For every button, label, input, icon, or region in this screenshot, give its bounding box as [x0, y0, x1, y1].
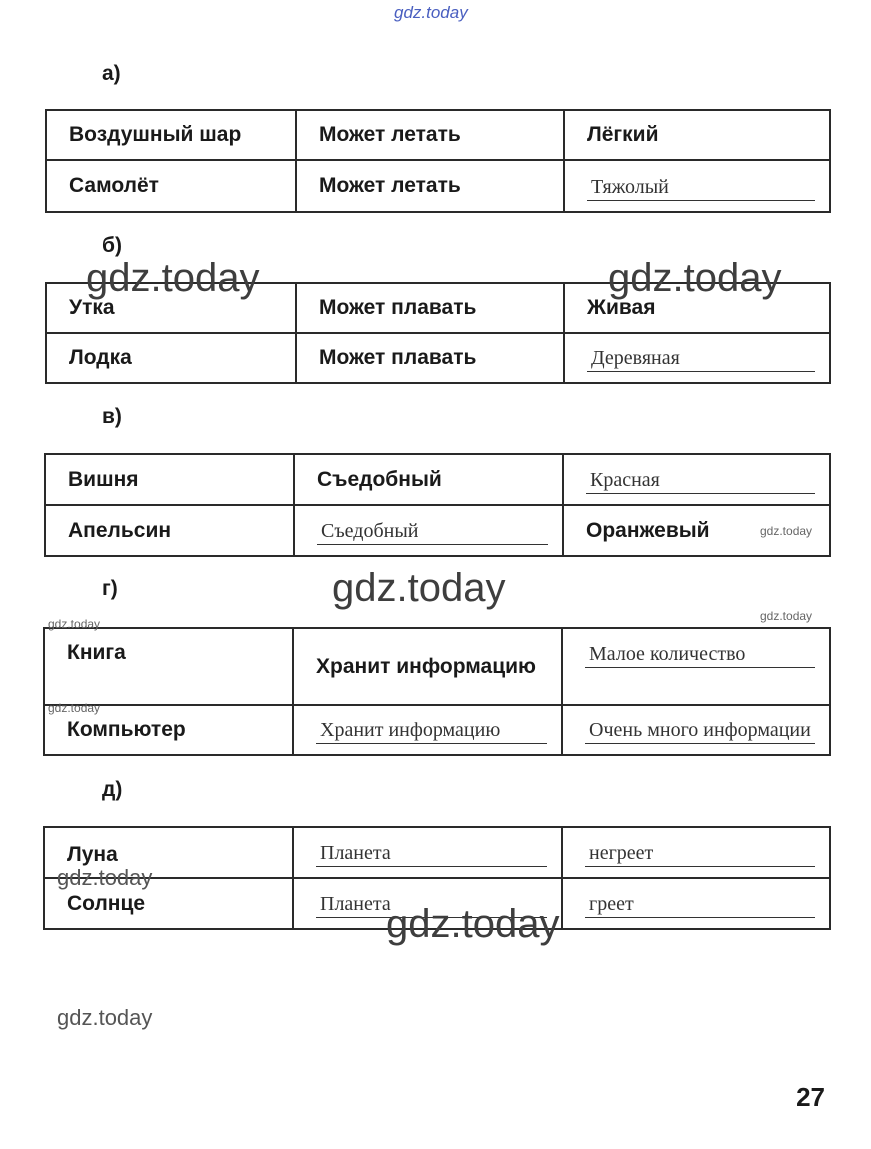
subject-cell: Самолёт — [46, 160, 296, 212]
property-cell: Оранжевый — [563, 505, 830, 556]
table-row — [44, 827, 830, 878]
subject-cell: Лодка — [46, 333, 296, 383]
watermark-small: gdz.today — [48, 701, 101, 715]
handwritten-answer: Красная — [586, 469, 815, 494]
answer-cell — [294, 505, 563, 556]
table-row — [44, 628, 830, 705]
answer-cell — [564, 333, 830, 383]
answer-cell — [562, 878, 830, 929]
watermark-medium: gdz.today — [57, 865, 153, 890]
subject-cell: Вишня — [45, 454, 294, 505]
property-cell: Может летать — [296, 110, 564, 160]
answer-cell — [293, 878, 562, 929]
subject-cell: Луна — [44, 827, 293, 878]
table-row — [46, 160, 830, 212]
answer-cell — [563, 454, 830, 505]
property-cell: Хранит информацию — [293, 628, 562, 705]
handwritten-answer: Малое количество — [585, 643, 815, 668]
section-label-v: в) — [102, 405, 122, 428]
table-row — [46, 283, 830, 333]
answer-cell — [293, 705, 562, 755]
subject-cell: Компьютер — [44, 705, 293, 755]
section-label-g: г) — [102, 577, 118, 600]
property-cell: Может летать — [296, 160, 564, 212]
answer-cell — [564, 160, 830, 212]
exercise-table-g — [43, 627, 831, 756]
subject-cell: Солнце — [44, 878, 293, 929]
watermark-large: gdz.today — [332, 566, 506, 610]
exercise-table-a — [45, 109, 831, 213]
handwritten-answer: греет — [585, 893, 815, 918]
watermark-small: gdz.today — [760, 524, 813, 538]
property-cell: Лёгкий — [564, 110, 830, 160]
header-watermark: gdz.today — [394, 3, 468, 22]
handwritten-answer: Тяжолый — [587, 176, 815, 201]
subject-cell: Утка — [46, 283, 296, 333]
handwritten-answer: Планета — [316, 842, 547, 867]
answer-cell — [293, 827, 562, 878]
table-row — [46, 333, 830, 383]
table-row — [45, 505, 830, 556]
answer-cell — [562, 705, 830, 755]
answer-cell — [562, 827, 830, 878]
property-cell: Живая — [564, 283, 830, 333]
property-cell: Может плавать — [296, 283, 564, 333]
watermark-small: gdz.today — [760, 609, 813, 623]
page-number: 27 — [796, 1082, 825, 1112]
handwritten-answer: Очень много информации — [585, 719, 815, 744]
table-row — [46, 110, 830, 160]
subject-cell: Апельсин — [45, 505, 294, 556]
subject-cell: Воздушный шар — [46, 110, 296, 160]
section-label-b: б) — [102, 234, 122, 257]
section-label-d: д) — [102, 778, 123, 801]
watermark-large: gdz.today — [86, 256, 260, 300]
handwritten-answer: Съедобный — [317, 520, 548, 545]
subject-cell: Книга — [44, 628, 293, 705]
handwritten-answer: негреет — [585, 842, 815, 867]
watermark-small: gdz.today — [48, 617, 101, 631]
watermark-medium: gdz.today — [57, 1005, 153, 1030]
handwritten-answer: Планета — [316, 893, 547, 918]
table-row — [44, 878, 830, 929]
exercise-table-d — [43, 826, 831, 930]
property-cell: Может плавать — [296, 333, 564, 383]
handwritten-answer: Хранит информацию — [316, 719, 547, 744]
table-row — [44, 705, 830, 755]
exercise-table-v — [44, 453, 831, 557]
section-label-a: а) — [102, 62, 121, 85]
watermark-large: gdz.today — [608, 256, 782, 300]
exercise-table-b — [45, 282, 831, 384]
property-cell: Съедобный — [294, 454, 563, 505]
watermark-large: gdz.today — [386, 902, 560, 946]
table-row — [45, 454, 830, 505]
handwritten-answer: Деревяная — [587, 347, 815, 372]
answer-cell — [562, 628, 830, 705]
